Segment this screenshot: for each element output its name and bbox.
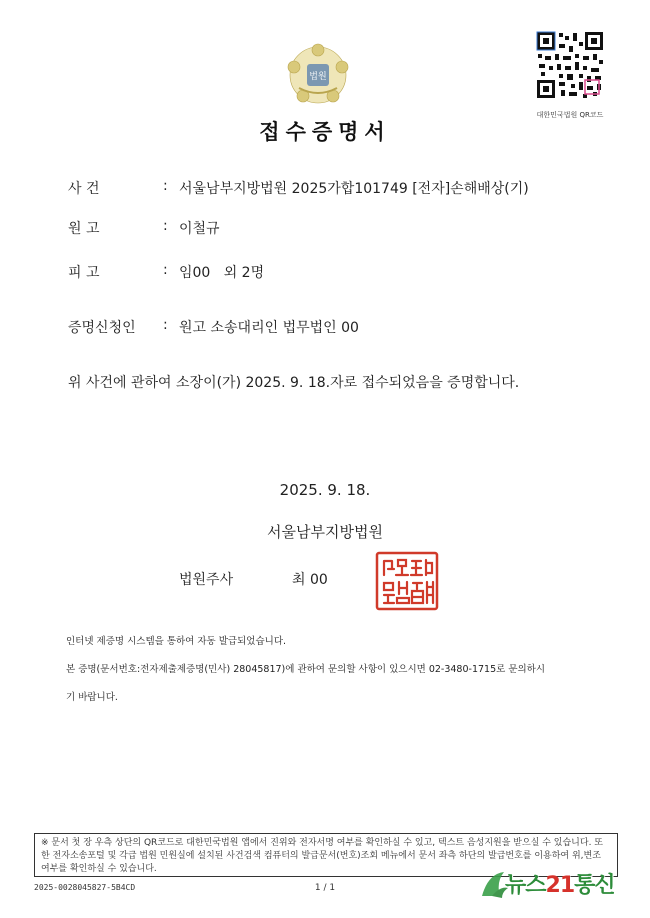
certification-statement: 위 사건에 관하여 소장이(가) 2025. 9. 18.자로 접수되었음을 증명합니다. [68, 375, 520, 391]
document-title: 접수증명서 [259, 120, 391, 144]
field-label-case: 사 건 [68, 181, 100, 197]
field-colon: : [163, 218, 168, 234]
page-number: 1 / 1 [314, 883, 336, 893]
field-value-defendant: 임00 외 2명 [179, 265, 265, 281]
qr-block [530, 30, 610, 120]
auto-issued-note: 인터넷 제증명 시스템을 통하여 자동 발급되었습니다. [66, 636, 287, 647]
qr-caption: 대한민국법원 QR코드 [536, 111, 604, 119]
watermark-text [505, 868, 615, 899]
field-value-applicant: 원고 소송대리인 법무법인 00 [179, 320, 359, 336]
court-name: 서울남부지방법원 [267, 523, 383, 541]
issue-date: 2025. 9. 18. [279, 481, 371, 499]
inquiry-note-continued: 기 바랍니다. [66, 692, 118, 703]
qr-code-icon [535, 30, 605, 100]
watermark-suffix: 통신 [574, 873, 615, 898]
field-label-plaintiff: 원 고 [68, 221, 100, 237]
watermark-text-news: 뉴스 [505, 873, 546, 898]
field-value-plaintiff: 이철규 [179, 221, 220, 237]
officer-title: 법원주사 [179, 572, 234, 588]
court-emblem-icon [285, 42, 351, 108]
court-seal-icon [374, 551, 440, 611]
field-value-case: 서울남부지방법원 2025가합101749 [전자]손해배상(기) [179, 181, 529, 197]
officer-name: 최 00 [292, 572, 328, 588]
watermark-number: 21 [545, 873, 575, 898]
field-colon: : [163, 317, 168, 333]
emblem-text: 법원 [309, 72, 327, 82]
field-label-defendant: 피 고 [68, 265, 100, 281]
field-colon: : [163, 262, 168, 278]
inquiry-note: 본 증명(문서번호:전자제출제증명(민사) 28045817)에 관하여 문의할 사항이 있으시면 02-3480-1715로 문의하시 [66, 664, 546, 675]
field-label-applicant: 증명신청인 [68, 320, 136, 336]
field-colon: : [163, 178, 168, 194]
verification-notice: ※ 문서 첫 장 우측 상단의 QR코드로 대한민국법원 앱에서 진위와 전자서명 여부를 확인하실 수 있고, 텍스트 음성지원을 받으실 수 있습니다. 또한 전자소송포털 및 각급 법원 민원실에 설치된 사건검색 컴퓨터의 발급문서(번호)조회 메뉴에서 문서 좌측 하단의 발급번호를 이용하여 위,변조 여부를 확인하실 수 있습니다. [41, 838, 603, 874]
issue-number: 2025-0028045827-5B4CD [34, 883, 136, 892]
